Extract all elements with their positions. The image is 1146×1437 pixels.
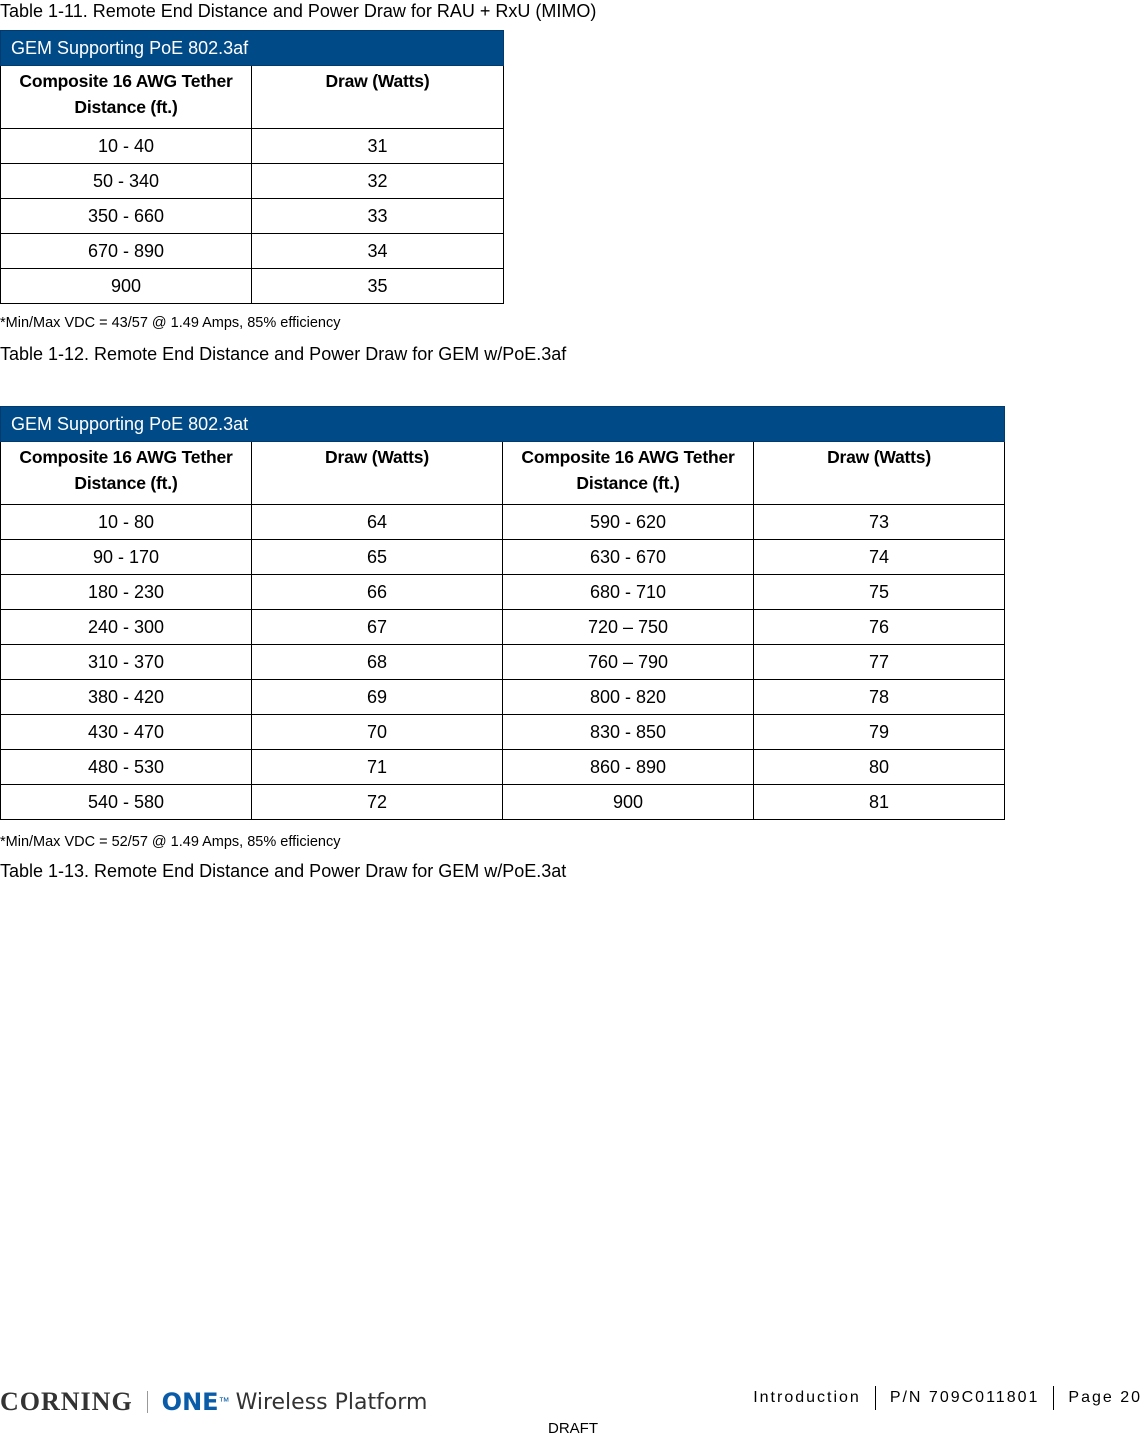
logo-divider	[147, 1391, 148, 1413]
draft-watermark: DRAFT	[548, 1420, 598, 1437]
table-cell: 180 - 230	[1, 575, 252, 610]
page-footer-info	[753, 1386, 1142, 1410]
table-row	[1, 505, 1005, 540]
table-row	[1, 129, 504, 164]
table-row	[1, 785, 1005, 820]
table-band-title: GEM Supporting PoE 802.3at	[1, 407, 1005, 442]
table-cell: 81	[754, 785, 1005, 820]
column-header-distance-left: Composite 16 AWG Tether Distance (ft.)	[1, 442, 252, 505]
table-poe-af	[0, 30, 504, 304]
table-band-title: GEM Supporting PoE 802.3af	[1, 31, 504, 66]
table-cell: 71	[252, 750, 503, 785]
table-row	[1, 645, 1005, 680]
column-header-distance-right: Composite 16 AWG Tether Distance (ft.)	[503, 442, 754, 505]
table-cell: 66	[252, 575, 503, 610]
table-row	[1, 269, 504, 304]
wireless-platform-wordmark: Wireless Platform	[235, 1389, 428, 1415]
column-header-draw-left: Draw (Watts)	[252, 442, 503, 505]
table-cell: 480 - 530	[1, 750, 252, 785]
table-row	[1, 164, 504, 199]
table-cell: 67	[252, 610, 503, 645]
table-cell: 73	[754, 505, 1005, 540]
table-cell: 77	[754, 645, 1005, 680]
table-cell: 310 - 370	[1, 645, 252, 680]
table-cell: 670 - 890	[1, 234, 252, 269]
table-cell: 69	[252, 680, 503, 715]
table-cell: 72	[252, 785, 503, 820]
table-cell: 900	[1, 269, 252, 304]
table-cell: 760 – 790	[503, 645, 754, 680]
column-header-distance: Composite 16 AWG Tether Distance (ft.)	[1, 66, 252, 129]
table-row	[1, 610, 1005, 645]
table-cell: 240 - 300	[1, 610, 252, 645]
table-cell: 860 - 890	[503, 750, 754, 785]
table-cell: 75	[754, 575, 1005, 610]
table-cell: 74	[754, 540, 1005, 575]
table-header-row	[1, 442, 1005, 505]
table-cell: 31	[252, 129, 504, 164]
table-cell: 540 - 580	[1, 785, 252, 820]
table-cell: 78	[754, 680, 1005, 715]
table-cell: 50 - 340	[1, 164, 252, 199]
table-cell: 70	[252, 715, 503, 750]
table-cell: 380 - 420	[1, 680, 252, 715]
table-cell: 35	[252, 269, 504, 304]
corning-wordmark: CORNING	[0, 1387, 133, 1416]
caption-table-1-13: Table 1-13. Remote End Distance and Power Draw for GEM w/PoE.3at	[0, 861, 567, 881]
table-cell: 76	[754, 610, 1005, 645]
one-wordmark: ONE	[161, 1388, 219, 1416]
table-cell: 720 – 750	[503, 610, 754, 645]
footer-section: Introduction	[753, 1389, 861, 1406]
table-row	[1, 750, 1005, 785]
table-row	[1, 715, 1005, 750]
footer-part-number: P/N 709C011801	[875, 1386, 1054, 1410]
table-cell: 630 - 670	[503, 540, 754, 575]
table-cell: 590 - 620	[503, 505, 754, 540]
table-cell: 34	[252, 234, 504, 269]
table-cell: 430 - 470	[1, 715, 252, 750]
table-poe-at	[0, 406, 1005, 820]
table-cell: 64	[252, 505, 503, 540]
footer-page-number: Page 20	[1053, 1386, 1142, 1410]
table-cell: 800 - 820	[503, 680, 754, 715]
table-cell: 32	[252, 164, 504, 199]
caption-table-1-11: Table 1-11. Remote End Distance and Power Draw for RAU + RxU (MIMO)	[0, 1, 597, 21]
table-cell: 350 - 660	[1, 199, 252, 234]
trademark-mark: ™	[218, 1396, 230, 1408]
column-header-draw-right: Draw (Watts)	[754, 442, 1005, 505]
table-cell: 830 - 850	[503, 715, 754, 750]
table-row	[1, 234, 504, 269]
table-cell: 79	[754, 715, 1005, 750]
table-cell: 900	[503, 785, 754, 820]
table-header-row	[1, 66, 504, 129]
corning-one-logo	[0, 1385, 427, 1419]
table-row	[1, 540, 1005, 575]
table-cell: 10 - 80	[1, 505, 252, 540]
table-cell: 33	[252, 199, 504, 234]
table-at-note: *Min/Max VDC = 52/57 @ 1.49 Amps, 85% efficiency	[0, 834, 341, 850]
caption-table-1-12: Table 1-12. Remote End Distance and Power Draw for GEM w/PoE.3af	[0, 344, 567, 364]
table-cell: 10 - 40	[1, 129, 252, 164]
table-row	[1, 575, 1005, 610]
table-cell: 68	[252, 645, 503, 680]
table-af-note: *Min/Max VDC = 43/57 @ 1.49 Amps, 85% efficiency	[0, 315, 341, 331]
table-cell: 90 - 170	[1, 540, 252, 575]
table-cell: 65	[252, 540, 503, 575]
table-row	[1, 680, 1005, 715]
table-cell: 80	[754, 750, 1005, 785]
column-header-draw: Draw (Watts)	[252, 66, 504, 129]
table-row	[1, 199, 504, 234]
table-cell: 680 - 710	[503, 575, 754, 610]
